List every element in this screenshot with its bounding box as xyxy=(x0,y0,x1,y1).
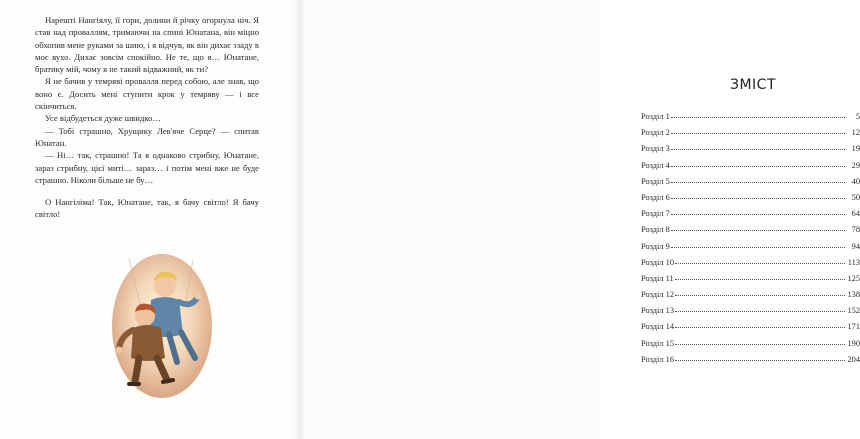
toc-entry-page: 40 xyxy=(851,176,860,186)
toc-leader-dots xyxy=(671,111,845,118)
toc-entry-page: 50 xyxy=(851,192,860,202)
toc-entry xyxy=(641,144,860,160)
toc-title: ЗМІСТ xyxy=(730,77,777,93)
toc-leader-dots xyxy=(671,127,845,134)
toc-leader-dots xyxy=(671,241,845,248)
toc-entry-label: Розділ 10 xyxy=(641,257,675,267)
toc-entry-label: Розділ 6 xyxy=(641,192,670,202)
toc-leader-dots xyxy=(671,143,845,150)
toc-entry-label: Розділ 8 xyxy=(641,225,670,235)
right-page xyxy=(300,0,860,439)
toc-entry-label: Розділ 2 xyxy=(641,128,670,138)
toc-entry-label: Розділ 9 xyxy=(641,241,670,251)
toc-leader-dots xyxy=(671,160,845,167)
book-gutter xyxy=(294,0,306,439)
toc-entry-page: 152 xyxy=(847,306,860,316)
toc-entry-page: 138 xyxy=(847,290,860,300)
brothers-illustration xyxy=(107,250,217,405)
toc-entry-label: Розділ 13 xyxy=(641,306,675,316)
toc-entry-page: 171 xyxy=(847,322,860,332)
toc-entry-label: Розділ 16 xyxy=(641,354,675,364)
toc-entry-label: Розділ 3 xyxy=(641,144,670,154)
toc-entry-label: Розділ 5 xyxy=(641,176,670,186)
toc-leader-dots xyxy=(675,289,845,296)
left-page xyxy=(0,0,300,439)
toc-entry xyxy=(641,306,860,322)
toc-entry xyxy=(641,339,860,355)
toc-leader-dots xyxy=(675,257,845,264)
toc-entry-page: 190 xyxy=(847,338,860,348)
toc-entry xyxy=(641,258,860,274)
toc-leader-dots xyxy=(671,192,845,199)
toc-leader-dots xyxy=(675,321,845,328)
toc-entry-page: 125 xyxy=(847,273,860,283)
toc-entry-page: 64 xyxy=(851,209,860,219)
toc-leader-dots xyxy=(675,354,845,361)
toc-leader-dots xyxy=(671,224,845,231)
toc-entry xyxy=(641,355,860,371)
toc-entry-label: Розділ 14 xyxy=(641,322,675,332)
toc-entry-label: Розділ 1 xyxy=(641,112,670,121)
toc-entry-label: Розділ 12 xyxy=(641,290,675,300)
toc-leader-dots xyxy=(675,338,845,345)
toc-entry-page: 94 xyxy=(851,241,860,251)
toc-leader-dots xyxy=(671,208,845,215)
toc-entry xyxy=(641,193,860,209)
toc-entry-label: Розділ 7 xyxy=(641,209,670,219)
toc-entry xyxy=(641,225,860,241)
toc-entry xyxy=(641,242,860,258)
toc-entry-page: 204 xyxy=(847,354,860,364)
story-paragraph: Я не бачив у темряві провалля перед собою, але знав, що воно є. Досить мені ступити крок у темряву — і все скінчиться. xyxy=(35,76,259,112)
toc-entry-label: Розділ 15 xyxy=(641,338,675,348)
toc-entry-label: Розділ 4 xyxy=(641,160,670,170)
toc-entry xyxy=(641,112,860,128)
toc-entry xyxy=(641,322,860,338)
toc-leader-dots xyxy=(675,273,845,280)
toc-entry xyxy=(641,128,860,144)
toc-leader-dots xyxy=(671,176,845,183)
toc-entry-page: 113 xyxy=(847,257,860,267)
story-paragraph: О Нангіліма! Так, Юнатане, так, я бачу світло! Я бачу світло! xyxy=(35,197,259,220)
story-paragraph: Нарешті Нангіялу, її гори, долини й річку огорнула ніч. Я став над проваллям, тримаючи на спині Юнатана, він міцно обхопив мене руками за шию, і я відчув, як він дихає ззаду в моє вухо. Дихає зовсім спокійно. Не те, що я… Юнатане, братику мій, чому я не такий відважний, як ти? xyxy=(35,15,259,75)
toc-entry xyxy=(641,290,860,306)
toc-leader-dots xyxy=(675,305,845,312)
toc-entry-page: 78 xyxy=(851,225,860,235)
story-text xyxy=(35,14,259,221)
toc-entry-page: 12 xyxy=(851,128,860,138)
toc-entry-page: 29 xyxy=(851,160,860,170)
toc-entry-page: 5 xyxy=(855,112,860,121)
toc-entry-page: 19 xyxy=(851,144,860,154)
toc-entry xyxy=(641,274,860,290)
story-paragraph: Усе відбудеться дуже швидко… xyxy=(45,113,161,124)
toc-entry xyxy=(641,161,860,177)
story-paragraph: — Ні… так, страшно! Та я однаково стрибну, Юнатане, зараз стрибну, цієї миті… зараз… і потім мені вже не буде страшно. Ніколи більше не бу… xyxy=(35,150,259,185)
toc-entry xyxy=(641,177,860,193)
table-of-contents xyxy=(641,112,860,371)
toc-entry xyxy=(641,209,860,225)
toc-entry-label: Розділ 11 xyxy=(641,273,674,283)
story-paragraph: — Тобі страшно, Хрущику Лев'яче Серце? — спитав Юнатан. xyxy=(35,125,259,148)
